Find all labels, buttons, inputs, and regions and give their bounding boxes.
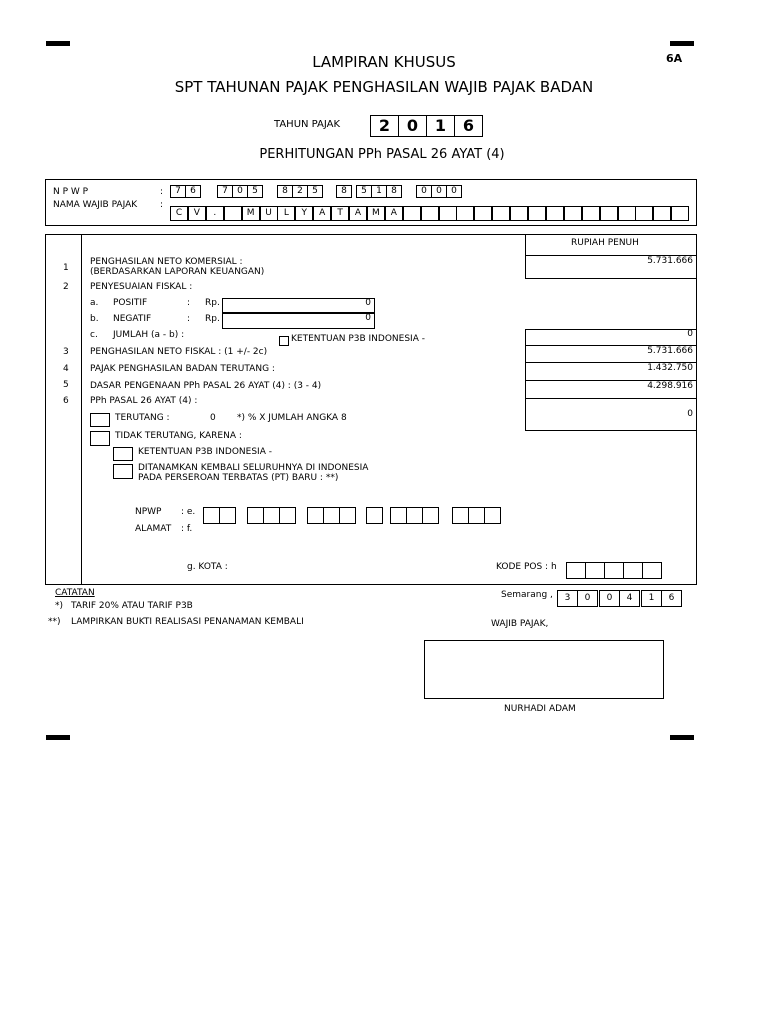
npwp-e-cell[interactable] [279,507,296,524]
row3-number: 3 [63,347,69,357]
row5-value[interactable]: 4.298.916 [525,380,697,399]
note2-mark: **) [48,617,61,627]
row2b-colon: : [187,314,191,324]
nama-char-cell[interactable]: A [313,206,331,221]
nama-char-cell[interactable] [456,206,474,221]
signature-box[interactable] [424,640,664,699]
nama-char-cell[interactable] [224,206,242,221]
kota-label: g. KOTA : [187,562,228,572]
date-digit-cell[interactable]: 4 [619,590,640,607]
kode-pos-cell[interactable] [604,562,624,579]
row2b-label: NEGATIF [113,314,152,324]
row2a-label: POSITIF [113,298,148,308]
row2c-label: JUMLAH (a - b) : [113,330,185,340]
npwp-colon: : [160,187,164,197]
npwp-digit-cell[interactable]: 0 [431,185,447,198]
npwp-digit-cell[interactable]: 8 [336,185,352,198]
row1-label: PENGHASILAN NETO KOMERSIAL : [90,257,243,267]
npwp-digit-cell[interactable]: 1 [371,185,387,198]
terutang-checkbox[interactable] [90,413,110,427]
nama-char-cell[interactable] [474,206,492,221]
nama-char-cell[interactable] [671,206,689,221]
npwp-digit-cell[interactable]: 5 [307,185,323,198]
nama-char-cell[interactable]: M [367,206,385,221]
terutang-value: 0 [210,413,216,423]
row4-number: 4 [63,364,69,374]
npwp-e-cell[interactable] [484,507,501,524]
kode-pos-cell[interactable] [566,562,586,579]
npwp-digit-cell[interactable]: 5 [356,185,372,198]
tidak-terutang-checkbox[interactable] [90,431,110,446]
tahun-digit[interactable]: 2 [370,115,399,137]
row3-value[interactable]: 5.731.666 [525,345,697,363]
npwp-e-cell[interactable] [307,507,324,524]
ditanamkan-label-2: PADA PERSEROAN TERBATAS (PT) BARU : **) [138,473,339,483]
nama-char-cell[interactable]: A [349,206,367,221]
alamat-label: ALAMAT [135,524,172,534]
tahun-pajak-label: TAHUN PAJAK [274,119,341,130]
p3b-inline-label: KETENTUAN P3B INDONESIA - [291,334,425,344]
row2b-letter: b. [90,314,99,324]
corner-mark-bottom-left [46,735,70,740]
ditanamkan-checkbox[interactable] [113,464,133,479]
kode-pos-cell[interactable] [623,562,643,579]
npwp-e-cell[interactable] [203,507,220,524]
row2-label: PENYESUAIAN FISKAL : [90,282,193,292]
npwp-e-cell[interactable] [219,507,236,524]
npwp-e-cell[interactable] [247,507,264,524]
row2c-letter: c. [90,330,98,340]
ditanamkan-label-1: DITANAMKAN KEMBALI SELURUHNYA DI INDONESIA [138,463,369,473]
nama-char-cell[interactable] [403,206,421,221]
npwp-e-label: NPWP [135,507,162,517]
npwp-e-prefix: : e. [181,507,196,517]
date-digit-cell[interactable]: 0 [577,590,598,607]
terutang-rest: *) % X JUMLAH ANGKA 8 [237,413,347,423]
nama-char-cell[interactable] [421,206,439,221]
npwp-digit-cell[interactable]: 7 [217,185,233,198]
npwp-digit-cell[interactable]: 5 [247,185,263,198]
terutang-label: TERUTANG : [115,413,170,423]
nama-char-cell[interactable] [528,206,546,221]
npwp-e-cell[interactable] [323,507,340,524]
row2c-value[interactable]: 0 [525,329,697,346]
nama-char-cell[interactable] [492,206,510,221]
p3b-checkbox[interactable] [113,447,133,461]
tahun-digit[interactable]: 6 [454,115,483,137]
corner-mark-bottom-right [670,735,694,740]
nama-char-cell[interactable] [600,206,618,221]
row2a-letter: a. [90,298,99,308]
nama-char-cell[interactable]: U [260,206,278,221]
nama-char-cell[interactable]: C [170,206,188,221]
p3b-label: KETENTUAN P3B INDONESIA - [138,447,272,457]
number-column-divider [81,234,82,585]
npwp-e-cell[interactable] [366,507,383,524]
npwp-e-cell[interactable] [339,507,356,524]
signer-name: NURHADI ADAM [504,704,576,714]
nama-char-cell[interactable] [564,206,582,221]
row6-number: 6 [63,396,69,406]
tidak-terutang-label: TIDAK TERUTANG, KARENA : [115,431,242,441]
nama-char-cell[interactable] [510,206,528,221]
npwp-digit-cell[interactable]: 0 [446,185,462,198]
row3-label: PENGHASILAN NETO FISKAL : (1 +/- 2c) [90,347,268,357]
wajib-pajak-label: WAJIB PAJAK, [491,619,549,629]
row4-label: PAJAK PENGHASILAN BADAN TERUTANG : [90,364,275,374]
kode-pos-label: KODE POS : h [496,562,557,572]
nama-char-cell[interactable]: M [242,206,260,221]
nama-char-cell[interactable] [653,206,671,221]
nama-char-cell[interactable]: A [385,206,403,221]
nama-colon: : [160,200,164,210]
npwp-digit-cell[interactable]: 8 [277,185,293,198]
nama-char-cell[interactable]: V [188,206,206,221]
row1-value[interactable]: 5.731.666 [525,255,697,279]
corner-mark-top-right [670,41,694,46]
row1-sublabel: (BERDASARKAN LAPORAN KEUANGAN) [90,267,265,277]
npwp-label: N P W P [53,187,89,197]
nama-label: NAMA WAJIB PAJAK [53,200,138,210]
date-digit-cell[interactable]: 1 [641,590,662,607]
nama-char-cell[interactable] [618,206,636,221]
p3b-inline-checkbox[interactable] [279,336,289,346]
kode-pos-cell[interactable] [585,562,605,579]
row2a-rp: Rp. [205,298,220,308]
npwp-e-cell[interactable] [406,507,423,524]
row6-value[interactable]: 0 [525,398,697,431]
row6-label: PPh PASAL 26 AYAT (4) : [90,396,198,406]
npwp-digit-cell[interactable]: 8 [386,185,402,198]
tahun-digit[interactable]: 0 [398,115,427,137]
nama-char-cell[interactable] [582,206,600,221]
row2-number: 2 [63,282,69,292]
row5-label: DASAR PENGENAAN PPh PASAL 26 AYAT (4) : (3 - 4) [90,381,322,391]
tahun-digit[interactable]: 1 [426,115,455,137]
note1-text: TARIF 20% ATAU TARIF P3B [71,601,193,611]
nama-char-cell[interactable]: Y [295,206,313,221]
npwp-e-cell[interactable] [468,507,485,524]
nama-char-cell[interactable] [635,206,653,221]
npwp-digit-cell[interactable]: 2 [292,185,308,198]
npwp-e-cell[interactable] [422,507,439,524]
date-digit-cell[interactable]: 3 [557,590,578,607]
npwp-digit-cell[interactable]: 0 [232,185,248,198]
nama-char-cell[interactable]: L [277,206,295,221]
row1-number: 1 [63,263,69,273]
corner-mark-top-left [46,41,70,46]
date-digit-cell[interactable]: 0 [599,590,620,607]
row4-value[interactable]: 1.432.750 [525,362,697,381]
nama-char-cell[interactable] [546,206,564,221]
row2b-rp: Rp. [205,314,220,324]
form-code: 6A [666,52,683,65]
title-lampiran: LAMPIRAN KHUSUS [312,53,456,71]
subtitle-perhitungan: PERHITUNGAN PPh PASAL 26 AYAT (4) [259,147,505,162]
note1-mark: *) [55,601,64,611]
npwp-e-cell[interactable] [390,507,407,524]
npwp-e-cell[interactable] [263,507,280,524]
nama-char-cell[interactable]: T [331,206,349,221]
row2a-colon: : [187,298,191,308]
alamat-prefix: : f. [181,524,193,534]
rupiah-header: RUPIAH PENUH [571,238,639,248]
place-label: Semarang , [501,590,553,600]
npwp-digit-cell[interactable]: 7 [170,185,186,198]
npwp-digit-cell[interactable]: 0 [416,185,432,198]
nama-char-cell[interactable] [439,206,457,221]
nama-char-cell[interactable]: . [206,206,224,221]
date-digit-cell[interactable]: 6 [661,590,682,607]
npwp-digit-cell[interactable]: 6 [185,185,201,198]
catatan-heading: CATATAN [55,588,95,598]
row2b-value[interactable]: 0 [222,313,375,329]
title-spt: SPT TAHUNAN PAJAK PENGHASILAN WAJIB PAJAK BADAN [174,78,594,96]
row2a-value[interactable]: 0 [222,298,375,313]
note2-text: LAMPIRKAN BUKTI REALISASI PENANAMAN KEMBALI [71,617,304,627]
npwp-e-cell[interactable] [452,507,469,524]
row5-number: 5 [63,380,69,390]
kode-pos-cell[interactable] [642,562,662,579]
